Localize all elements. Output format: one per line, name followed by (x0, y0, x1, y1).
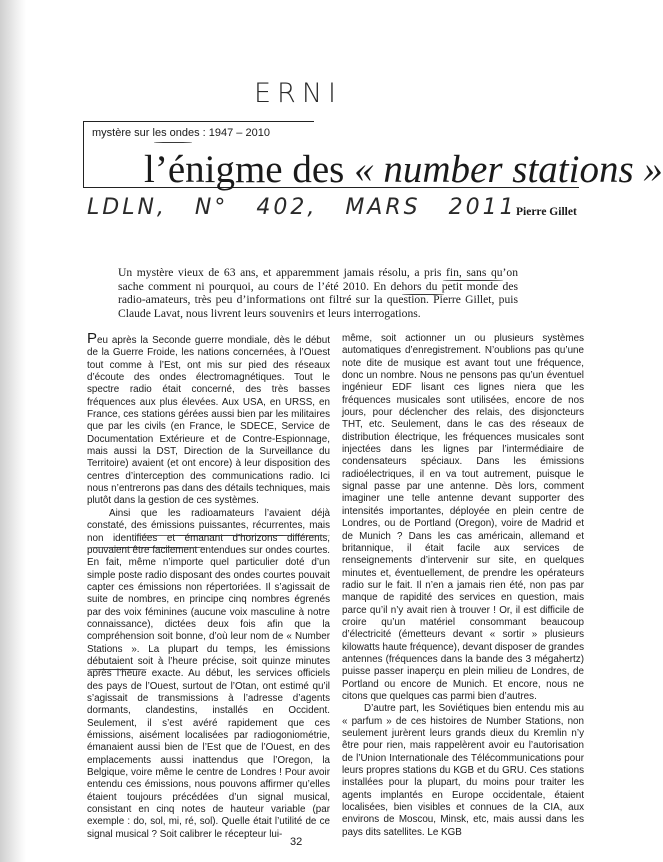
pen-underline (87, 669, 147, 670)
handwritten-note-top: ERNI (254, 78, 342, 109)
paragraph: D’autre part, les Soviétiques bien entendu mis au « parfum » de ces histoires de Number Stations, non seulement jurèrent leurs grands dieux du Kremlin n’y être pour rien, mais rappelèrent avoir eu l’autorisation de l’Union Internationale des Télécommunications pour leurs propres stations du KGB et du GRU. Ces stations installées pour la plupart, du moins pour traiter les agents implantés en Europe occidentale, étaient localisées, bien visibles et connues de la CIA, aux environs de Moscou, Minsk, etc, mais aussi dans les pays dits satellites. Le KGB (342, 703, 584, 838)
pen-underline (443, 280, 503, 281)
title-emphasis: « number stations » (354, 148, 663, 191)
article-title (144, 147, 663, 192)
pen-underline (154, 142, 192, 143)
pen-underline (132, 535, 330, 536)
article-column-right (342, 333, 584, 839)
article-lead: Un mystère vieux de 63 ans, et apparemment jamais résolu, a pris fin, sans qu’on sache comment ni pourquoi, au cours de l’été 2010. En dehors du petit monde des radio-amateurs, très peu d’informations ont filtré sur la question. Pierre Gillet, puis Claude Lavat, nous livrent leurs souvenirs et leurs interrogations. (118, 266, 518, 320)
pen-underline (87, 547, 207, 548)
title-prefix: l’énigme des (144, 148, 355, 191)
section-kicker: mystère sur les ondes : 1947 – 2010 (92, 127, 270, 139)
handwritten-reference: LDLN, N° 402, MARS 2011 (87, 195, 517, 220)
author-name: Pierre Gillet (516, 206, 577, 218)
page-number: 32 (290, 836, 303, 848)
paragraph: Ainsi que les radioamateurs l’avaient déjà constaté, des émissions puissantes, récurrentes, mais non identifiées et émanant d’horizons différents, pouvaient être facilement entendues sur ondes courtes. En fait, même n’importe quel particulier doté d’un simple poste radio disposant des ondes courtes pouvait capter ces émissions non répertoriées. Il s’agissait de suite de nombres, en principe cinq nombres égrenés par des voix féminines (aucune voix masculine à notre connaissance), dictées deux fois afin que la compréhension soit bonne, d’où leur nom de « Number Stations ». La plupart du temps, les émissions débutaient soit à l’heure précise, soit quinze minutes après l’heure exacte. Au début, les services officiels des pays de l’Ouest, surtout de l’Otan, ont estimé qu’il s’agissait de transmissions à l’adresse d’agents dormants, clandestins, installés en Occident. Seulement, il s’est avéré rapidement que ces émissions, aisément localisées par radiogoniométrie, émanaient aussi bien de l’Est que de l’Ouest, en des emplacements aussi inattendus que l’Oregon, la Belgique, voire même le centre de Londres ! Pour avoir entendu ces émissions, nous pouvons affirmer qu’elles étaient toujours précédées d’un signal musical, consistant en cinq notes de hauteur variable (par exemple : do, sol, mi, ré, sol). Quelle était l’utilité de ce signal musical ? Soit calibrer le récepteur lui- (87, 507, 330, 840)
drop-cap: P (87, 330, 98, 347)
paragraph: Peu après la Seconde guerre mondiale, dès le début de la Guerre Froide, les nations concernées, à l’Ouest tout comme à l’Est, ont mis sur pied des réseaux d’écoute des ondes électromagnétiques. Tout le spectre radio était concerné, des très basses fréquences aux plus élevées. Aux USA, en URSS, en France, ces stations gérées aussi bien par les militaires que par les civils (en France, le SDECE, Service de Documentation Extérieure et de Contre-Espionnage, mais aussi la DST, Direction de la Surveillance du Territoire) avaient (et ont encore) à leur disposition des centres d’interception des communications radio. Ici nous n’entrerons pas dans des détails techniques, mais plutôt dans la gestion de ces systèmes. (87, 330, 330, 507)
scan-page-edge (0, 0, 26, 862)
article-column-left (87, 330, 330, 841)
paragraph: même, soit actionner un ou plusieurs systèmes automatiques d’enregistrement. N’oublions pas qu’une note dite de musique est avant tout une fréquence, donc un nombre. Nous ne pensons pas qu’un éventuel ingénieur EDF lisant ces lignes niera que les fréquences musicales sont utilisées, encore de nos jours, pour déclencher des relais, des disjoncteurs THT, etc. Seulement, dans le cas des réseaux de distribution électrique, les fréquences musicales sont injectées dans les lignes par l’intermédiaire de condensateurs spéciaux. Dans les émissions radioélectriques, il en va tout autrement, puisque le signal passe par une antenne. Dès lors, comment imaginer une telle antenne devant supporter des intensités importantes, déployée en plein centre de Londres, ou de Portland (Oregon), voire de Madrid et de Munich ? Dans les cas américain, allemand et britannique, il était facile aux services de renseignements d’intervenir sur site, en quelques minutes et, éventuellement, de prendre les opérateurs radio sur le fait. Il n’en a jamais rien été, non pas par manque de rapidité des services en question, mais parce qu’il n’y avait rien à trouver ! Or, il est difficile de croire qu’un matériel consommant beaucoup d’électricité (émetteurs devant « sortir » plusieurs kilowatts haute fréquence), devant disposer de grandes antennes (fréquences dans la bande des 3 mégahertz) puisse passer inaperçu en plein milieu de Londres, de Portland ou encore de Munich. Et encore, nous ne citons que quelques cas parmi bien d’autres. (342, 333, 584, 702)
